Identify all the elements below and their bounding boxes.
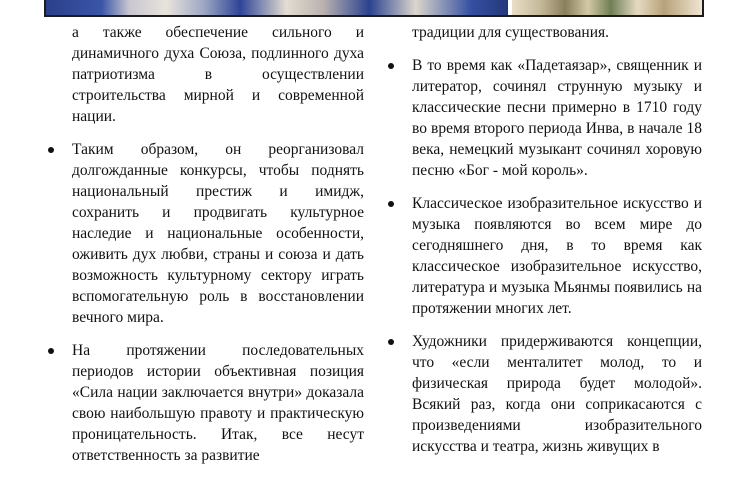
bullet-item — [386, 331, 702, 457]
performance-photo — [512, 0, 702, 15]
right-continuation-paragraph: традиции для существования. — [412, 24, 609, 41]
ceremony-photo — [46, 0, 508, 15]
bullet-item — [46, 139, 364, 328]
left-continuation-paragraph: а также обеспечение сильного и динамичного духа Союза, подлинного духа патриотизма в осуществлении строительства мирной и современной нации. — [72, 24, 364, 125]
bullet-text: Классическое изобразительное искусство и музыка появляются во всем мире до сегодняшнего дня, в то время как классическое изобразительное искусство, литература и музыка Мьянмы появились на протяжении многих лет. — [412, 195, 702, 317]
right-column — [386, 22, 702, 469]
bullet-dot-icon — [48, 348, 54, 354]
bullet-dot-icon — [388, 201, 394, 207]
bullet-text: На протяжении последовательных периодов истории объективная позиция «Сила нации заключается внутри» доказала свою наибольшую правоту и практическую проницательность. Итак, все несут ответственность за развитие — [72, 342, 364, 464]
bullet-dot-icon — [388, 63, 394, 69]
bullet-dot-icon — [48, 147, 54, 153]
bullet-item — [386, 55, 702, 181]
header-photo-strip — [44, 0, 704, 17]
bullet-text: Художники придерживаются концепции, что «если менталитет молод, то и физическая природа будет молодой». Всякий раз, когда они соприкасаются с произведениями изобразительного искусства и театра, жизнь живущих в — [412, 333, 702, 455]
bullet-dot-icon — [388, 339, 394, 345]
bullet-item — [386, 193, 702, 319]
bullet-text: В то время как «Падетаязар», священник и литератор, сочинял струнную музыку и классические песни примерно в 1710 году во время второго периода Инва, в начале 18 века, немецкий музыкант сочинял хоровую песню «Бог - мой король». — [412, 57, 702, 179]
left-column — [46, 22, 364, 478]
bullet-item — [46, 340, 364, 466]
bullet-text: Таким образом, он реорганизовал долгожданные конкурсы, чтобы поднять национальный престиж и имидж, сохранить и продвигать культурное наследие и национальные особенности, оживить дух любви, страны и союза и дать возможность культурному сектору играть вспомогательную роль в восстановлении вечного мира. — [72, 141, 364, 326]
